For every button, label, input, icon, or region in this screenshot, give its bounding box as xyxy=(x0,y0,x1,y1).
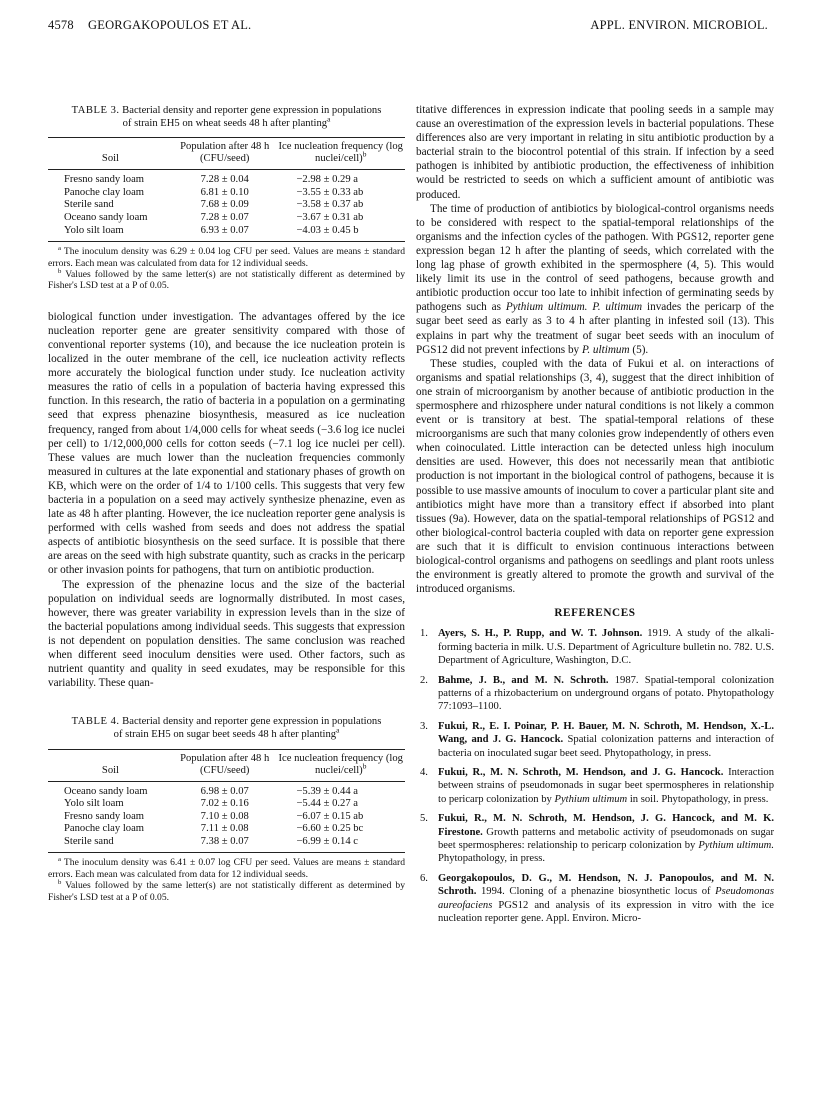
table-4-footnotes: $^a$ The inoculum density was 6.41 ± 0.07 log CFU per seed. Values are means ± standard errors. Each mean was calculated from data for 12 individual seeds. $^b$ Values followed by the same letter(s) are not statistically different as determined by Fisher's LSD test at a P of 0.05. xyxy=(48,856,405,903)
table-3 xyxy=(48,105,405,292)
col-header-ice-nucleation: Ice nucleation frequency (log nuclei/cell)$^b$ xyxy=(278,752,403,776)
table-row: Fresno sandy loam 7.28 ± 0.04 −2.98 ± 0.29 a xyxy=(64,174,358,186)
col-header-population: Population after 48 h (CFU/seed) xyxy=(180,752,270,776)
table-row: Yolo silt loam 7.02 ± 0.16 −5.44 ± 0.27 a xyxy=(64,798,358,810)
reference-item: 5. Fukui, R., M. N. Schroth, M. Hendson, J. G. Hancock, and M. K. Firestone. Growth patterns and metabolic activity of pseudomonads on sugar beet spermospheres: relationship to pericarp colonization by Pythium ultimum. Phytopathology, in press. xyxy=(420,813,774,865)
table-row: Sterile sand 7.68 ± 0.09 −3.58 ± 0.37 ab xyxy=(64,199,364,211)
page-number: 4578 xyxy=(48,18,74,32)
table-3-footnotes: $^a$ The inoculum density was 6.29 ± 0.04 log CFU per seed. Values are means ± standard errors. Each mean was calculated from data for 12 individual seeds. $^b$ Values followed by the same letter(s) are not statistically different as determined by Fisher's LSD test at a P of 0.05. xyxy=(48,244,405,292)
table-row: Sterile sand 7.38 ± 0.07 −6.99 ± 0.14 c xyxy=(64,835,358,847)
running-authors: GEORGAKOPOULOS ET AL. xyxy=(88,18,252,32)
left-column xyxy=(48,105,405,903)
right-column xyxy=(416,103,774,932)
body-paragraph: The time of production of antibiotics by biological-control organisms needs to be considered with respect to the spatial-temporal relationships of the organisms and the infection cycles of the pathogen. With PGS12, reporter gene expression began 12 h after the planting of seeds, which correlated with the long lag phase of growth exhibited in the spermosphere (4, 5). This would likely limit its use in the control of seed pathogens, because growth and antibiotic production occur too late to inhibit infection of germinating seeds by pathogens such as Pythium ultimum. P. ultimum invades the pericarp of the sugar beet seed as early as 3 to 4 h after planting in infested soil (13). This explains in part why the treatment of sugar beet seeds with an inoculum of PGS12 did not prevent infections by P. ultimum (5). xyxy=(416,202,775,356)
journal-name: APPL. ENVIRON. MICROBIOL. xyxy=(590,18,768,32)
col-header-ice-nucleation: Ice nucleation frequency (log nuclei/cell)$^b$ xyxy=(278,141,403,165)
references-list xyxy=(416,627,774,925)
table-3-grid xyxy=(48,137,405,242)
table-row: Fresno sandy loam 7.10 ± 0.08 −6.07 ± 0.15 ab xyxy=(64,810,364,822)
col-header-soil: Soil xyxy=(101,153,119,165)
reference-item: 6. Georgakopoulos, D. G., M. Hendson, N. J. Panopoulos, and M. N. Schroth. 1994. Cloning of a phenazine biosynthetic locus of Pseudomonas aureofaciens PGS12 and analysis of its expression in vitro with the ice nucleation reporter gene. Appl. Environ. Micro- xyxy=(420,872,775,925)
body-paragraph: The expression of the phenazine locus and the size of the bacterial population on individual seeds are lognormally distributed. In most cases, however, there was greater variability in expression levels than in the size of the bacterial populations among individual seeds. This suggests that expression is not dependent on population densities. The same conclusion was reached when different seed inoculum densities were used. Other factors, such as nutrient quantity and quality in seed exudates, may be responsible for this variability. These quan- xyxy=(48,578,405,690)
col-header-soil: Soil xyxy=(101,764,119,776)
table-row: Oceano sandy loam 6.98 ± 0.07 −5.39 ± 0.44 a xyxy=(64,785,358,797)
table-4-grid xyxy=(48,749,405,854)
table-row: Panoche clay loam 6.81 ± 0.10 −3.55 ± 0.33 ab xyxy=(64,186,364,198)
table-row: Yolo silt loam 6.93 ± 0.07 −4.03 ± 0.45 b xyxy=(64,224,359,236)
table-4-caption: TABLE 4. Bacterial density and reporter gene expression in populations of strain EH5 on sugar beet seeds 48 h after planting$^a$ xyxy=(71,716,382,740)
reference-item: 2. Bahme, J. B., and M. N. Schroth. 1987. Spatial-temporal colonization patterns of a rhizobacterium on underground organs of potato. Phytopathology 77:1093–1100. xyxy=(420,674,774,713)
body-paragraph: titative differences in expression indicate that pooling seeds in a sample may cause an overestimation of the expression levels in bacterial populations. These differences also are very important in relating in situ antibiotic production by a bacterial strain to the biocontrol potential of this strain. If infection by a seed pathogen is inhibited by antibiotic production, the effectiveness of inhibition would be restricted to seeds on which a sufficient amount of antibiotic was produced. xyxy=(416,104,774,201)
table-3-caption: TABLE 3. Bacterial density and reporter gene expression in populations of strain EH5 on wheat seeds 48 h after planting$^a$ xyxy=(71,105,382,129)
table-row: Panoche clay loam 7.11 ± 0.08 −6.60 ± 0.25 bc xyxy=(64,823,364,835)
reference-item: 4. Fukui, R., M. N. Schroth, M. Hendson, and J. G. Hancock. Interaction between strains of pseudomonads in sugar beet spermospheres in relationship to pericarp colonization by Pythium ultimum in soil. Phytopathology, in press. xyxy=(420,767,774,805)
references-heading: REFERENCES xyxy=(554,607,636,620)
body-paragraph: These studies, coupled with the data of Fukui et al. on interactions of organisms and spatial relationships (3, 4), suggest that the direct inhibition of one strain of microorganism by another because of antibiotic production in the spermosphere and rhizosphere under natural conditions is not likely a common event or is transitory at best. The spatial-temporal relations of these microorganisms are such that many colonies grow independently of others even when coinoculated. Little interaction can be detected unless high inoculum densities are used. However, this does not necessarily mean that antibiotic production is not important in the biological control of pathogens, because it is possible to use massive amounts of inoculum to cover a particular plant site and antibiotics might have more than a transitory effect if absorbed into plant tissues (9a). However, data on the spatial-temporal relationships of PGS12 and other biological-control bacteria coupled with data on reporter gene expression are such that it is difficult to envision continuous interactions between biological-control organisms and pathogens on seedlings and plant roots unless the environment is greatly altered to promote the growth and survival of the introduced organisms. xyxy=(416,357,774,596)
col-header-population: Population after 48 h (CFU/seed) xyxy=(180,141,270,165)
reference-item: 3. Fukui, R., E. I. Poinar, P. H. Bauer, M. N. Schroth, M. Hendson, X.-L. Wang, and J. G. Hancock. Spatial colonization patterns and interaction of bacteria on inoculated sugar beet seed. Phytopathology, in press. xyxy=(420,720,774,759)
table-4 xyxy=(48,716,405,903)
body-paragraph: biological function under investigation. The advantages offered by the ice nucleation reporter gene are greater sensitivity compared with those of conventional reporter systems (10), and because the ice nucleation protein is localized in the outer membrane of the cell, ice nucleation activity reflects more accurately the biological function under study. Ice nucleation activity measures the ratio of cells in a population of bacteria having expressed this function. In this research, the ratio of bacteria in a population on a germinating seed that express phenazine biosynthesis, measured as ice nucleation frequency, ranged from about 1/4,000 cells for wheat seeds (−3.6 log ice nuclei per cell) to 1/12,000,000 cells for cotton seeds (−7.1 log ice nuclei per cell). These values are much lower than the nucleation frequencies commonly measured in cultures at the late exponential and stationary phases of growth on KB, which were on the order of 1/4 to 1/100 cells. This suggests that very few bacteria in a population on a seed may actively synthesize phenazine, even as late as 48 h after planting. However, the ice nucleation reporter gene analysis is performed with cells washed from seeds and does not address the spatial aspects of antibiotic biosynthesis on the seed surface. It is possible that there are areas on the seed with high substrate quantity, such as cracks in the pericarp or other invasion points for pathogens, that turn on antibiotic production. xyxy=(48,310,405,577)
table-row: Oceano sandy loam 7.28 ± 0.07 −3.67 ± 0.31 ab xyxy=(64,211,364,223)
reference-item: 1. Ayers, S. H., P. Rupp, and W. T. Johnson. 1919. A study of the alkali-forming bacteria in milk. U.S. Department of Agriculture bulletin no. 782. U.S. Department of Agriculture, Washington, D.C. xyxy=(420,628,774,667)
